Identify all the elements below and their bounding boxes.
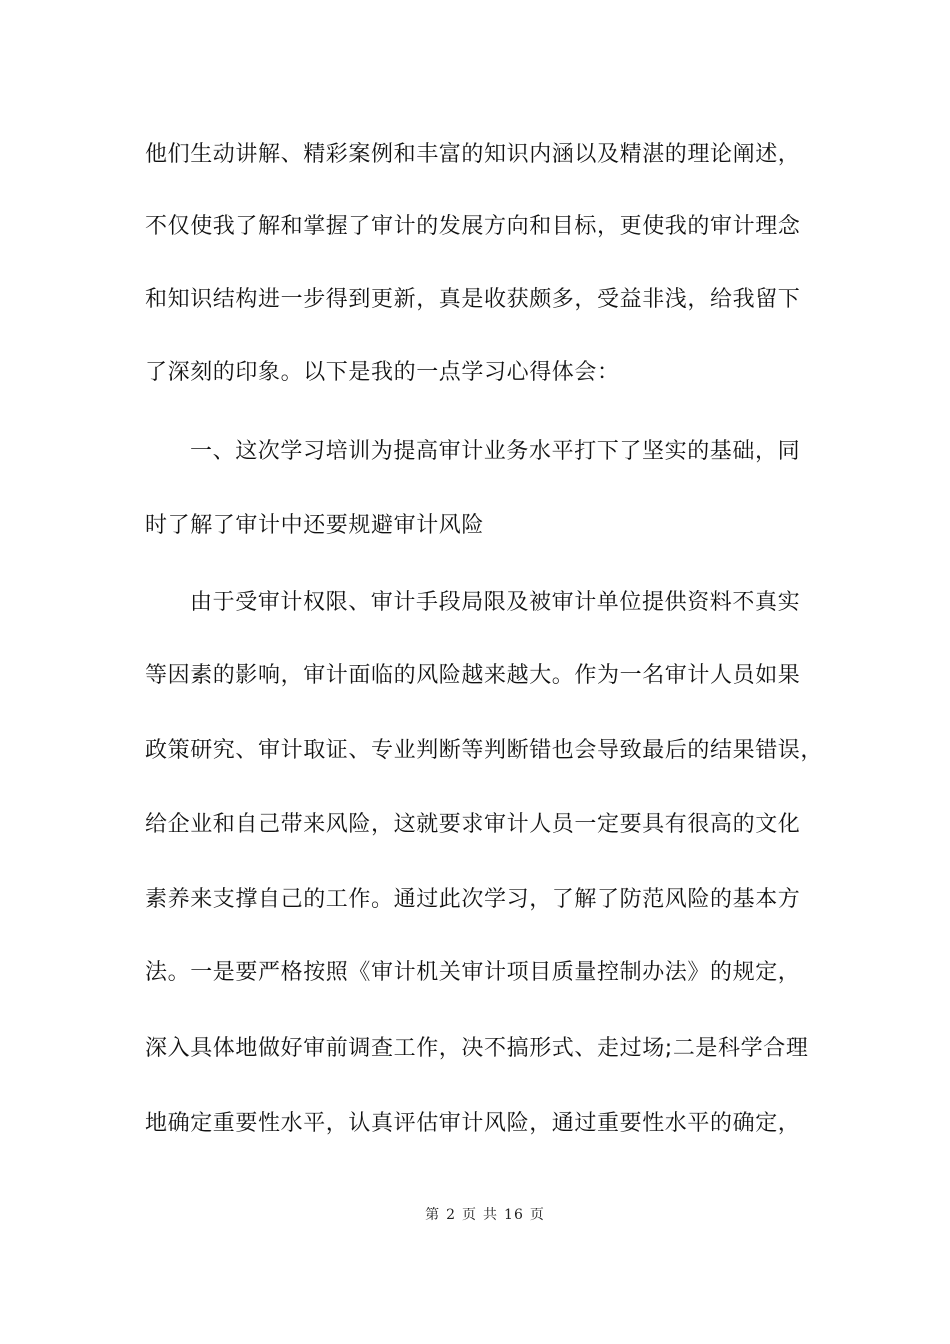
footer-page-word: 页 <box>462 1207 478 1223</box>
text-line-14: 地确定重要性水平，认真评估审计风险，通过重要性水平的确定， <box>145 1111 801 1136</box>
footer-prefix: 第 <box>425 1207 441 1223</box>
text-line-7: 由于受审计权限、审计手段局限及被审计单位提供资料不真实 <box>190 590 801 615</box>
text-line-3: 和知识结构进一步得到更新，真是收获颇多，受益非浅，给我留下 <box>145 287 801 312</box>
text-line-5: 一、这次学习培训为提高审计业务水平打下了坚实的基础，同 <box>190 439 801 464</box>
footer-total-word: 共 <box>483 1207 499 1223</box>
text-line-10: 给企业和自己带来风险，这就要求审计人员一定要具有很高的文化 <box>145 812 801 837</box>
footer-suffix: 页 <box>529 1207 545 1223</box>
text-line-11: 素养来支撑自己的工作。通过此次学习，了解了防范风险的基本方 <box>145 887 801 912</box>
text-line-1: 他们生动讲解、精彩案例和丰富的知识内涵以及精湛的理论阐述， <box>145 142 801 167</box>
footer-total-pages: 16 <box>504 1207 524 1223</box>
text-line-9: 政策研究、审计取证、专业判断等判断错也会导致最后的结果错误， <box>145 738 824 763</box>
footer-current-page: 2 <box>446 1207 457 1223</box>
text-line-12: 法。一是要严格按照《审计机关审计项目质量控制办法》的规定， <box>145 960 801 985</box>
text-line-4: 了深刻的印象。以下是我的一点学习心得体会： <box>145 360 620 385</box>
text-line-8: 等因素的影响，审计面临的风险越来越大。作为一名审计人员如果 <box>145 663 801 688</box>
text-line-6: 时了解了审计中还要规避审计风险 <box>145 513 485 538</box>
page-footer <box>0 1205 950 1225</box>
text-line-13: 深入具体地做好审前调查工作，决不搞形式、走过场;二是科学合理 <box>145 1036 809 1061</box>
text-line-2: 不仅使我了解和掌握了审计的发展方向和目标，更使我的审计理念 <box>145 214 801 239</box>
